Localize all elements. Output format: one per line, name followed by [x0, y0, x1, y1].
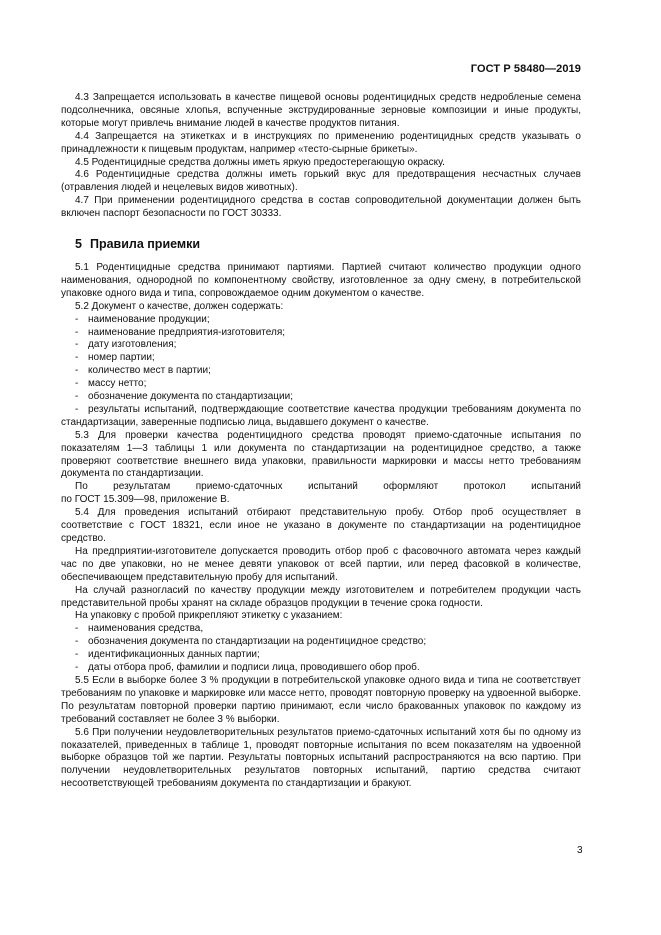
clause-4-7: 4.7 При применении родентицидного средства в состав сопроводительной документации должен быть включен паспорт безопасности по ГОСТ 30333.: [61, 195, 581, 220]
label-contents-list: [61, 623, 581, 675]
clause-5-2: 5.2 Документ о качестве, должен содержать:: [75, 300, 284, 312]
list-item: - номер партии;: [75, 352, 155, 364]
clause-5-3-protocol-line1: По результатам приемо-сдаточных испытаний оформляют протокол испытаний: [75, 481, 581, 493]
clause-5-1: 5.1 Родентицидные средства принимают партиями. Партией считают количество продукции одного наименования, однородной по компонентному свойству, изготовленное за одну смену, в потребительской упаковке одного вида и типа, сопровождаемое одним документом о качестве.: [61, 261, 581, 299]
list-item: - наименование предприятия-изготовителя;: [75, 326, 286, 338]
list-item: - наименования средства,: [75, 623, 204, 635]
clause-5-4-label: На упаковку с пробой прикрепляют этикетку с указанием:: [75, 610, 343, 622]
clause-4-3: 4.3 Запрещается использовать в качестве пищевой основы родентицидных средств недробленые семена подсолнечника, овсяные хлопья, вспученные экструдированные зерновые композиции и иные продукты, которые могут привлечь внимание людей в качестве продуктов питания.: [61, 92, 581, 129]
list-item: - наименование продукции;: [75, 313, 210, 325]
document-body: [61, 92, 581, 791]
quality-document-list: [61, 314, 581, 430]
clause-5-3-protocol-line2: по ГОСТ 15.309—98, приложение В.: [61, 494, 230, 506]
clause-4-4: 4.4 Запрещается на этикетках и в инструкциях по применению родентицидных средств указывать о принадлежности к пищевым продуктам, например «тесто-сырные брикеты».: [61, 130, 581, 155]
document-code-header: ГОСТ Р 58480—2019: [470, 63, 581, 75]
list-item: - количество мест в партии;: [75, 365, 211, 377]
section-title: Правила приемки: [89, 237, 201, 252]
clause-5-4-sampling: На предприятии-изготовителе допускается проводить отбор проб с фасовочного автомата через каждый час по две упаковки, но не менее девяти упаковок от всей партии, или перед фасовкой в количестве, обеспечивающем представительную пробу для испытаний.: [61, 545, 581, 583]
list-item: - массу нетто;: [75, 378, 147, 390]
list-item: - результаты испытаний, подтверждающие соответствие качества продукции требованиям документа по стандартизации, заверенные подписью лица, выдавшего документ о качестве.: [61, 403, 581, 428]
clause-5-4: 5.4 Для проведения испытаний отбирают представительную пробу. Отбор проб осуществляет в соответствие с ГОСТ 18321, если иное не указано в документе по стандартизации на родентицидное средство.: [61, 507, 581, 544]
page-number: 3: [577, 845, 583, 856]
section-number: 5: [75, 237, 82, 252]
list-item: - обозначения документа по стандартизации на родентицидное средство;: [75, 636, 427, 648]
section-5-heading: [61, 238, 581, 251]
clause-5-6: 5.6 При получении неудовлетворительных результатов приемо-сдаточных испытаний хотя бы по одному из показателей, приведенных в таблице 1, проводят повторные испытания по всем показателям на удвоенной выборке образцов той же партии. Результаты повторных испытаний распространяются на всю партию. При получении неудовлетворительных результатов повторных испытаний, партию средства считают несоответствующей требованиям документа по стандартизации и бракуют.: [61, 726, 581, 790]
clause-5-5: 5.5 Если в выборке более 3 % продукции в потребительской упаковке одного вида и типа не соответствует требованиям по упаковке и маркировке или массе нетто, проводят повторную проверку на удвоенной выборке. По результатам повторной проверки партию принимают, если число бракованных упаковок по каждому из требований составляет не более 3 % выборки.: [61, 674, 581, 725]
list-item: - обозначение документа по стандартизации;: [75, 391, 293, 403]
list-item: - идентификационных данных партии;: [75, 649, 260, 661]
list-item: - даты отбора проб, фамилии и подписи лица, проводившего обор проб.: [75, 662, 420, 674]
list-item: - дату изготовления;: [75, 339, 177, 351]
clause-5-4-disputes: На случай разногласий по качеству продукции между изготовителем и потребителем продукции часть представительной пробы хранят на складе образцов продукции в течение срока годности.: [61, 584, 581, 609]
clause-4-5: 4.5 Родентицидные средства должны иметь яркую предостерегающую окраску.: [75, 156, 445, 168]
clause-5-3: 5.3 Для проверки качества родентицидного средства проводят приемо-сдаточные испытания по показателям 1—3 таблицы 1 или документа по стандартизации на родентицидное средство, а также проверяют соответствие внешнего вида упаковки, правильности маркировки и массы нетто требованиям документа по стандартизации.: [61, 429, 581, 480]
clause-4-6: 4.6 Родентицидные средства должны иметь горький вкус для предотвращения несчастных случаев (отравления людей и нецелевых видов животных).: [61, 169, 581, 194]
